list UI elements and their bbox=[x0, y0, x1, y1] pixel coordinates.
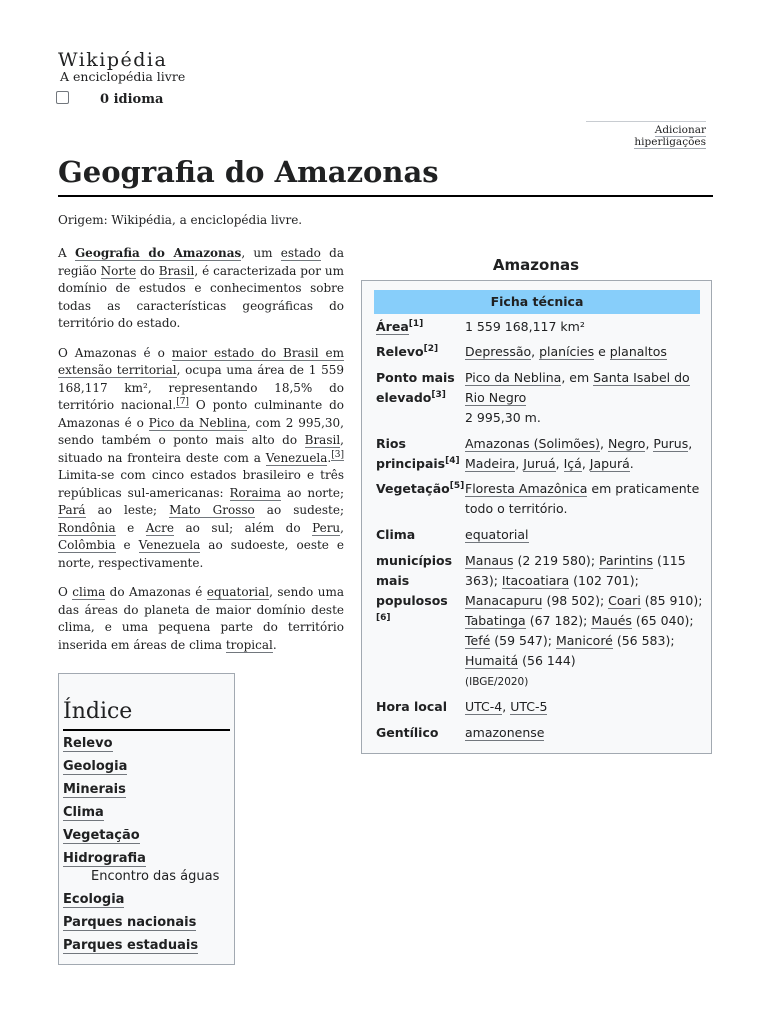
language-checkbox[interactable] bbox=[56, 91, 69, 104]
toc-item-vegetacao[interactable]: Vegetação bbox=[63, 828, 140, 843]
link-negro[interactable]: Negro bbox=[607, 436, 646, 451]
link-planicies[interactable]: planícies bbox=[539, 344, 595, 359]
add-links-area bbox=[586, 121, 706, 148]
ref-5[interactable]: [5] bbox=[449, 480, 465, 491]
source-ibge: (IBGE/2020) bbox=[465, 676, 529, 688]
link-equatorial-infobox[interactable]: equatorial bbox=[465, 527, 529, 542]
link-peru[interactable]: Peru bbox=[312, 520, 341, 535]
link-planaltos[interactable]: planaltos bbox=[609, 344, 667, 359]
link-tropical[interactable]: tropical bbox=[225, 637, 273, 652]
link-brasil-2[interactable]: Brasil bbox=[304, 433, 341, 447]
link-clima[interactable]: clima bbox=[72, 585, 106, 599]
paragraph-area: O Amazonas é o maior estado do Brasil em extensão territorial, ocupa uma área de 1 559 168,117 km², representando 18,5% do território nacional.[7] O ponto culminante do Amazonas é o Pico da Neblina, com 2 995,30, sendo também o ponto mais alto do Brasil, situado na fronteira deste com a Venezuela.[3] Limita-se com cinco estados brasileiro e três repúblicas sul-americanas: Roraima ao norte; Pará ao leste; Mato Grosso ao sudeste; Rondônia e Acre ao sul; além do Peru, Colômbia e Venezuela ao sudoeste, oeste e norte, respectivamente. bbox=[58, 345, 345, 570]
link-santa-isabel[interactable]: Santa Isabel do Rio Negro bbox=[465, 370, 690, 405]
toc-item-geologia[interactable]: Geologia bbox=[63, 759, 128, 774]
toc-item-parques-nacionais[interactable]: Parques nacionais bbox=[63, 915, 197, 930]
toc-item-parques-estaduais[interactable]: Parques estaduais bbox=[63, 938, 199, 953]
link-depressao[interactable]: Depressão bbox=[465, 344, 532, 359]
link-floresta-amazonica[interactable]: Floresta Amazônica bbox=[465, 481, 588, 496]
link-norte[interactable]: Norte bbox=[100, 263, 137, 278]
area-label[interactable]: Área bbox=[376, 319, 409, 334]
ref-1[interactable]: [1] bbox=[408, 318, 424, 329]
toc-item-minerais[interactable]: Minerais bbox=[63, 782, 126, 797]
add-links-link[interactable]: Adicionar hiperligações bbox=[634, 124, 706, 148]
ref-3[interactable]: [3] bbox=[331, 449, 344, 460]
link-ica[interactable]: Içá bbox=[563, 456, 582, 471]
link-pico-da-neblina[interactable]: Pico da Neblina bbox=[148, 415, 247, 430]
ref-2[interactable]: [2] bbox=[423, 343, 439, 354]
link-mato-grosso[interactable]: Mato Grosso bbox=[169, 503, 255, 517]
link-amazonense[interactable]: amazonense bbox=[465, 725, 545, 740]
toc-item-encontro-das-aguas[interactable]: Encontro das águas bbox=[91, 869, 220, 884]
link-jurua[interactable]: Juruá bbox=[523, 456, 556, 471]
link-acre[interactable]: Acre bbox=[145, 520, 174, 535]
link-parintins[interactable]: Parintins bbox=[599, 553, 653, 568]
toc-title: Índice bbox=[63, 698, 230, 731]
link-manaus[interactable]: Manaus bbox=[465, 553, 514, 568]
page-title: Geografia do Amazonas bbox=[58, 153, 713, 197]
link-equatorial[interactable]: equatorial bbox=[206, 585, 270, 599]
link-itacoatiara[interactable]: Itacoatiara bbox=[501, 573, 570, 588]
ref-4[interactable]: [4] bbox=[445, 455, 460, 466]
link-humaita[interactable]: Humaitá bbox=[465, 653, 519, 668]
link-pico-neblina-infobox[interactable]: Pico da Neblina bbox=[465, 370, 562, 385]
ref-3-infobox[interactable]: [3] bbox=[431, 389, 446, 400]
link-tefe[interactable]: Tefé bbox=[465, 633, 491, 648]
link-maues[interactable]: Maués bbox=[591, 613, 632, 628]
link-brasil[interactable]: Brasil bbox=[158, 263, 195, 278]
ref-6[interactable]: [6] bbox=[376, 612, 391, 623]
link-madeira[interactable]: Madeira bbox=[465, 456, 516, 471]
link-colombia[interactable]: Colômbia bbox=[58, 538, 116, 552]
link-coari[interactable]: Coari bbox=[608, 593, 641, 608]
infobox-header: Ficha técnica bbox=[374, 290, 700, 314]
area-value: 1 559 168,117 km² bbox=[465, 319, 585, 334]
toc-item-hidrografia[interactable]: Hidrografia bbox=[63, 851, 146, 866]
link-venezuela-2[interactable]: Venezuela bbox=[138, 538, 201, 552]
link-venezuela[interactable]: Venezuela bbox=[265, 450, 328, 465]
toc-item-ecologia[interactable]: Ecologia bbox=[63, 892, 125, 907]
link-manacapuru[interactable]: Manacapuru bbox=[465, 593, 543, 608]
link-amazonas-solimoes[interactable]: Amazonas (Solimões) bbox=[465, 436, 600, 451]
table-of-contents bbox=[58, 673, 235, 965]
ref-7[interactable]: [7] bbox=[176, 397, 189, 407]
infobox-caption: Amazonas bbox=[492, 256, 580, 274]
link-tabatinga[interactable]: Tabatinga bbox=[465, 613, 526, 628]
link-utc-5[interactable]: UTC-5 bbox=[510, 699, 548, 714]
toc-item-clima[interactable]: Clima bbox=[63, 805, 104, 820]
link-roraima[interactable]: Roraima bbox=[229, 485, 282, 500]
paragraph-intro: A Geografia do Amazonas, um estado da região Norte do Brasil, é caracterizada por um domínio de estudos e conhecimentos sobre todas as características geográficas do território do estado. bbox=[58, 246, 344, 330]
wikipedia-logo[interactable] bbox=[58, 50, 185, 84]
site-name: Wikipédia bbox=[58, 49, 168, 71]
site-tagline: A enciclopédia livre bbox=[60, 69, 186, 84]
origin-note: Origem: Wikipédia, a enciclopédia livre. bbox=[58, 213, 303, 227]
link-manicore[interactable]: Manicoré bbox=[555, 633, 613, 648]
link-japura[interactable]: Japurá bbox=[589, 456, 630, 471]
link-estado[interactable]: estado bbox=[280, 246, 321, 260]
link-para[interactable]: Pará bbox=[58, 503, 86, 517]
paragraph-climate: O clima do Amazonas é equatorial, sendo uma das áreas do planeta de maior domínio deste clima, e uma pequena parte do território inserida em áreas de clima tropical. bbox=[58, 585, 344, 652]
link-geografia-do-amazonas[interactable]: Geografia do Amazonas bbox=[74, 246, 242, 260]
toc-item-relevo[interactable]: Relevo bbox=[63, 736, 113, 751]
language-count: 0 idioma bbox=[100, 92, 164, 107]
link-purus[interactable]: Purus bbox=[653, 436, 689, 451]
link-rondonia[interactable]: Rondônia bbox=[58, 520, 116, 535]
article-body bbox=[58, 245, 344, 666]
link-maior-estado[interactable]: maior estado do Brasil em extensão territorial bbox=[58, 345, 344, 377]
infobox: Ficha técnica Área[1] 1 559 168,117 km² Relevo[2] Depressão, planícies e planaltos Ponto mais elevado[3] Pico da Neblina, em Santa Isabel do Rio Negro 2 995,30 m. Rios principais[4] Amazonas (Solimões), Negro, Purus, Madeira, Juruá, Içá, Japurá. Vegetação[5] Floresta Amazônica em praticamente todo o território. Clima equatorial municípios mais populosos [6] Manaus (2 219 580); Parintins (115 363); Itacoatiara (102 701); Manacapuru (98 502); Coari (85 910); Tabatinga (67 182); Maués (65 040); Tefé (59 547); Manicoré (56 583); Humaitá (56 144) (IBGE/2020) Hora local UTC-4, UTC-5 Gentílico amazonense bbox=[361, 280, 712, 754]
link-utc-4[interactable]: UTC-4 bbox=[465, 699, 503, 714]
